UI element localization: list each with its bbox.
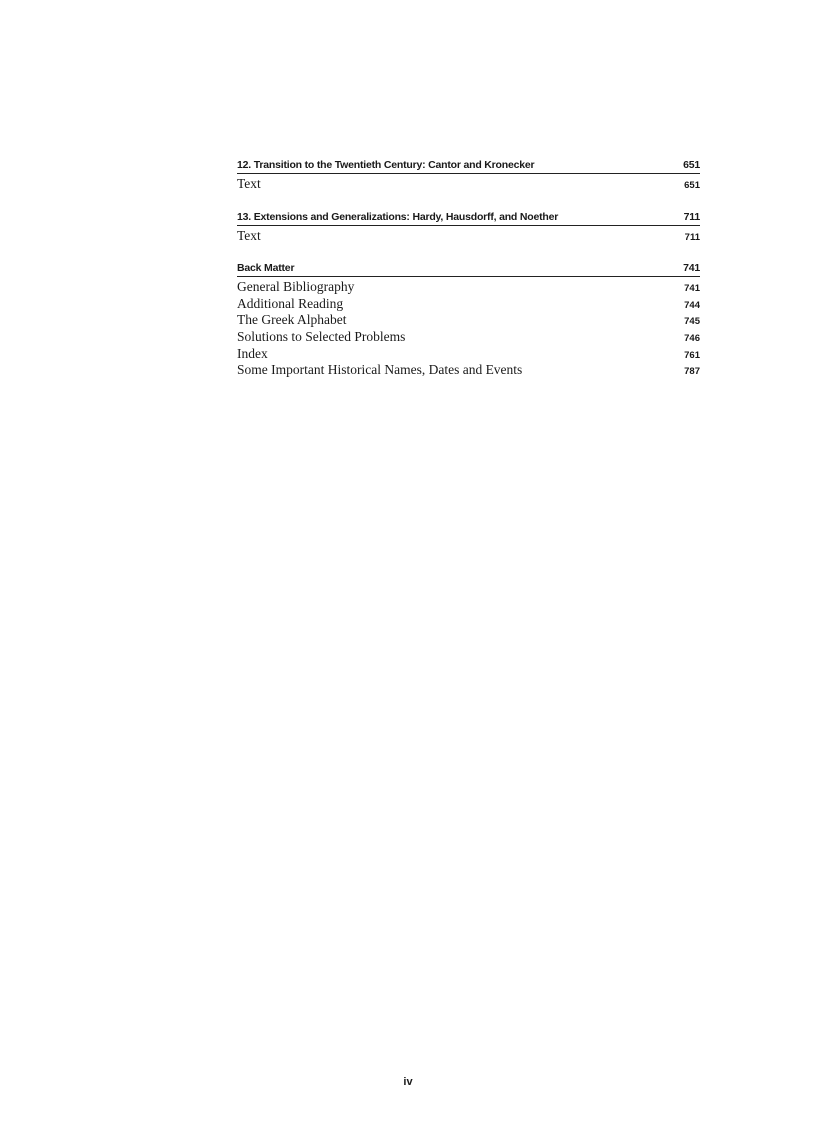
table-of-contents	[237, 159, 700, 397]
entry-page: 787	[684, 366, 700, 378]
section-heading	[237, 262, 700, 277]
section-heading	[237, 211, 700, 226]
entry-title: The Greek Alphabet	[237, 312, 347, 328]
section-heading	[237, 159, 700, 174]
section-title: 13. Extensions and Generalizations: Hardy, Hausdorff, and Noether	[237, 210, 559, 223]
entry-page: 711	[684, 231, 700, 243]
entry-page: 744	[684, 299, 700, 311]
entry-title: Text	[237, 227, 261, 243]
entry-page: 741	[684, 283, 700, 295]
toc-entry	[237, 228, 700, 245]
toc-section-chapter-13	[237, 211, 700, 245]
toc-entry	[237, 176, 700, 193]
section-title: 12. Transition to the Twentieth Century: Cantor and Kronecker	[237, 159, 535, 171]
toc-entry	[237, 362, 700, 379]
section-page: 741	[683, 262, 700, 275]
entry-title: Some Important Historical Names, Dates and Events	[237, 362, 523, 378]
page-number: iv	[403, 1076, 413, 1088]
entry-title: Text	[237, 176, 261, 191]
entry-title: Index	[237, 345, 268, 361]
entry-title: Solutions to Selected Problems	[237, 328, 406, 344]
toc-section-back-matter	[237, 262, 700, 379]
toc-entry	[237, 296, 700, 313]
entry-title: Additional Reading	[237, 295, 344, 311]
section-title: Back Matter	[237, 262, 295, 275]
entry-page: 745	[684, 316, 700, 328]
toc-section-chapter-12	[237, 159, 700, 193]
toc-entry	[237, 346, 700, 363]
section-page: 711	[683, 210, 700, 223]
entry-title: General Bibliography	[237, 279, 355, 295]
entry-page: 761	[684, 349, 700, 361]
toc-entry	[237, 312, 700, 329]
toc-entry	[237, 279, 700, 296]
section-page: 651	[683, 159, 700, 171]
entry-page: 651	[684, 180, 700, 191]
toc-entry	[237, 329, 700, 346]
entry-page: 746	[684, 332, 700, 344]
